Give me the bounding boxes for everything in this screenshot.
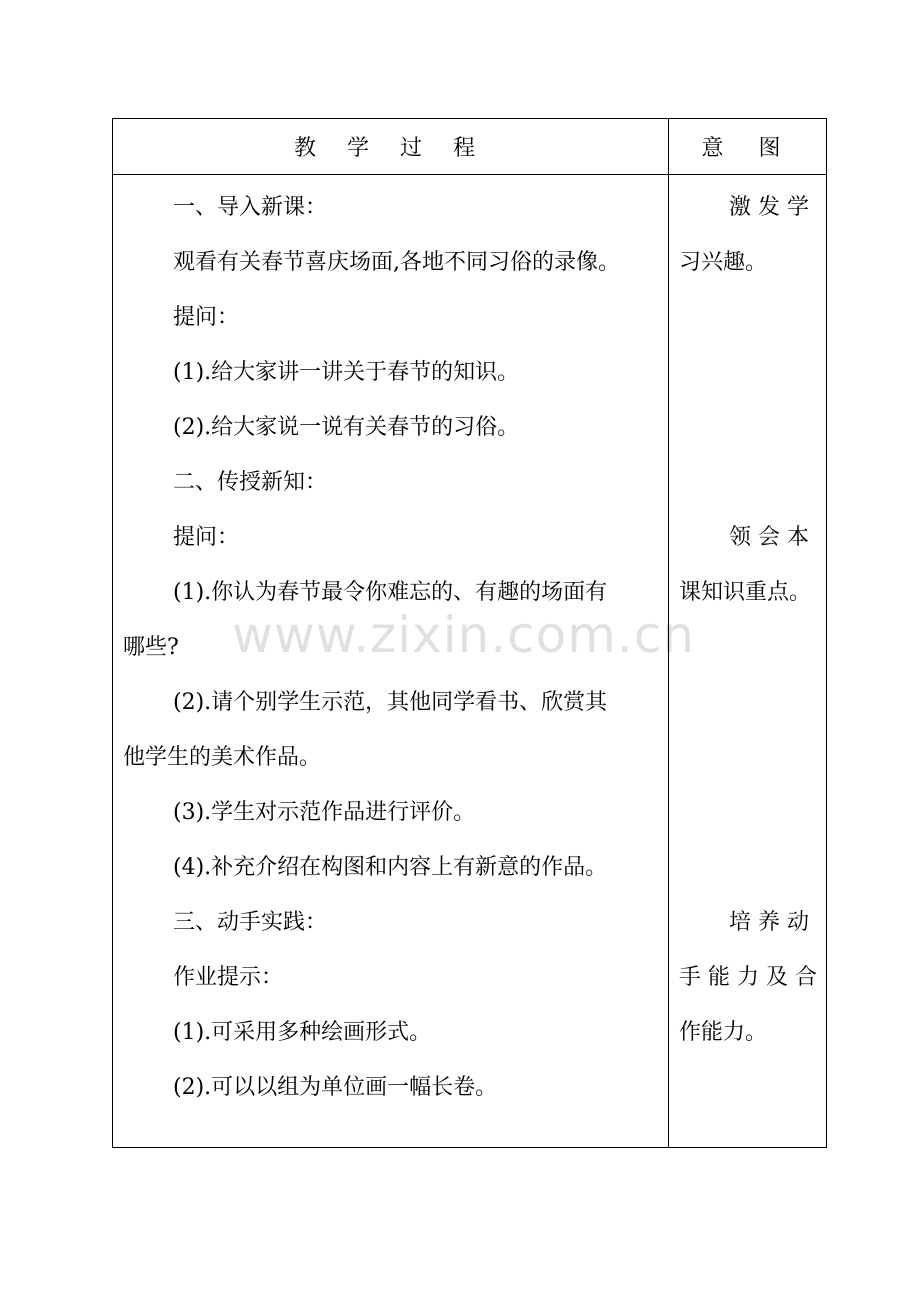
process-line: (2).请个别学生示范，其他同学看书、欣赏其 (173, 690, 608, 715)
header-divider (113, 174, 826, 175)
process-line: 提问： (173, 525, 240, 550)
process-line: 观看有关春节喜庆场面,各地不同习俗的录像。 (173, 250, 620, 275)
process-line: 哪些? (123, 635, 179, 660)
header-intent: 意 图 (701, 136, 795, 161)
intent-line: 作能力。 (679, 1020, 768, 1045)
intent-line: 课知识重点。 (679, 580, 812, 605)
process-line: (1).你认为春节最令你难忘的、有趣的场面有 (173, 580, 608, 605)
watermark: www.zixin.com.cn (232, 606, 696, 664)
intent-line: 培 养 动 (729, 910, 809, 935)
process-line: (3).学生对示范作品进行评价。 (173, 800, 476, 825)
process-line: 作业提示： (173, 965, 284, 990)
process-line: 提问： (173, 305, 240, 330)
section-heading: 二、传授新知： (173, 470, 328, 495)
intent-line: 手 能 力 及 合 (679, 965, 817, 990)
process-line: (4).补充介绍在构图和内容上有新意的作品。 (173, 855, 608, 880)
intent-line: 激 发 学 (729, 195, 809, 220)
process-line: (1).可采用多种绘画形式。 (173, 1020, 432, 1045)
intent-line: 习兴趣。 (679, 250, 768, 275)
header-process: 教 学 过 程 (294, 136, 487, 161)
intent-line: 领 会 本 (729, 525, 809, 550)
process-line: 他学生的美术作品。 (123, 745, 322, 770)
process-line: (2).可以以组为单位画一幅长卷。 (173, 1075, 498, 1100)
section-heading: 三、动手实践： (173, 910, 328, 935)
process-line: (2).给大家说一说有关春节的习俗。 (173, 415, 520, 440)
process-line: (1).给大家讲一讲关于春节的知识。 (173, 360, 520, 385)
section-heading: 一、导入新课： (173, 195, 328, 220)
